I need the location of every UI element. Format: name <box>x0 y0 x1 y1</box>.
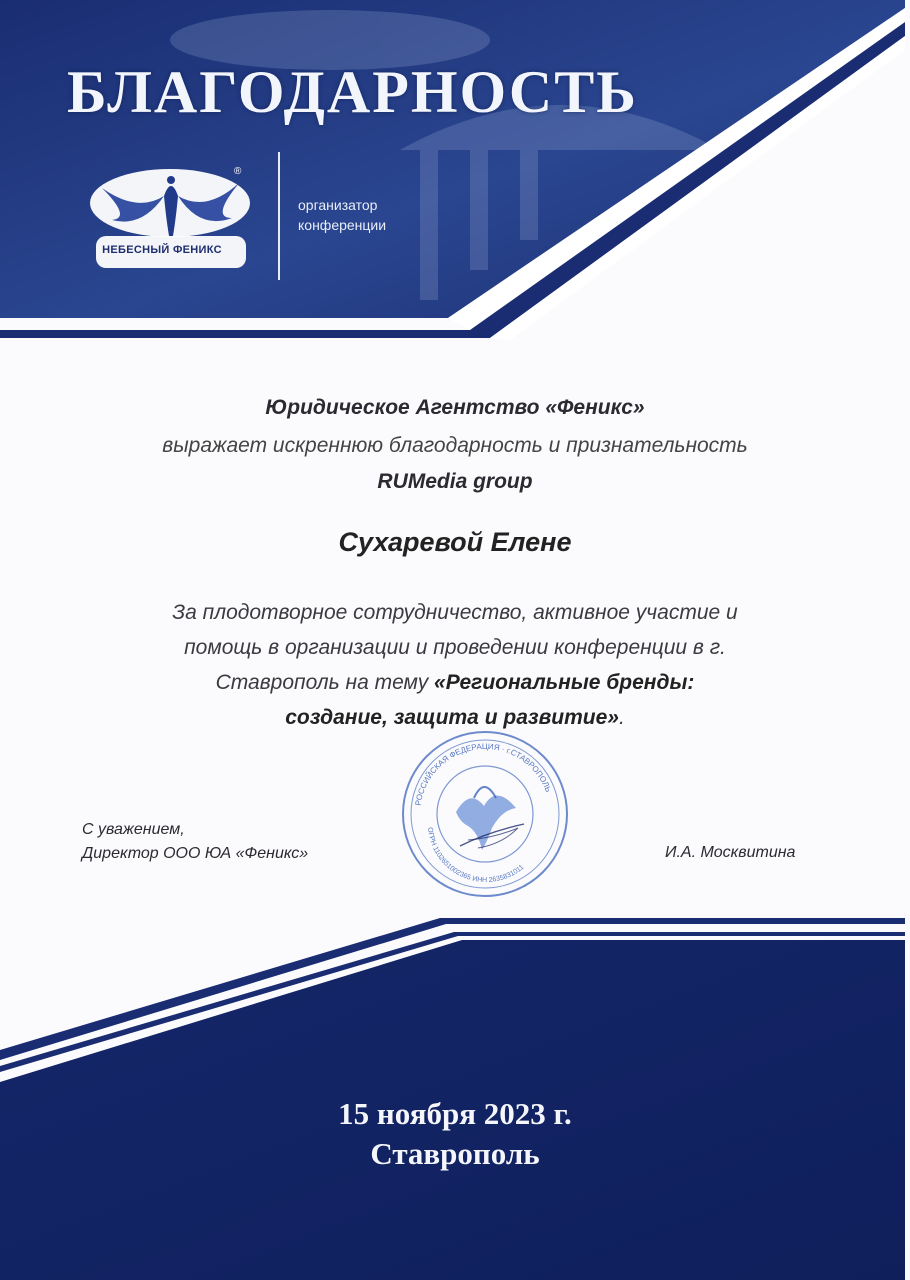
certificate-title: БЛАГОДАРНОСТЬ <box>67 59 638 125</box>
regards-block: С уважением, Директор ООО ЮА «Феникс» <box>82 821 309 862</box>
seal-bottom-text: ОГРН 1102651002365 ИНН 2635831011 <box>426 827 526 885</box>
reason-text <box>40 595 870 735</box>
issuer: Юридическое Агентство «Феникс» <box>265 396 645 419</box>
reason-line-1: За плодотворное сотрудничество, активное участие и <box>172 601 738 624</box>
seal-top-text: РОССИЙСКАЯ ФЕДЕРАЦИЯ · г.СТАВРОПОЛЬ <box>413 741 553 807</box>
reason-end: . <box>618 706 625 729</box>
recipient-name: Сухаревой Елене <box>338 527 572 557</box>
phoenix-seal-icon <box>398 728 573 900</box>
reason-line-2: помощь в организации и проведении конференции в г. <box>184 636 726 659</box>
reason-topic-1: «Региональные бренды: <box>434 671 695 694</box>
registered-mark: ® <box>234 166 242 177</box>
signer-name: И.А. Москвитина <box>665 844 796 861</box>
issue-city: Ставрополь <box>370 1136 540 1171</box>
svg-text:РОССИЙСКАЯ ФЕДЕРАЦИЯ · г.СТАВР <box>414 742 553 806</box>
organizer-role: организатор конференции <box>298 197 387 233</box>
reason-line-3: Ставрополь на тему <box>215 671 435 694</box>
svg-text:ОГРН 1102651002365 ИНН 2635831 <box>426 827 525 884</box>
logo-caption: НЕБЕСНЫЙ ФЕНИКС <box>102 244 222 256</box>
company-name: RUMedia group <box>377 470 533 493</box>
logo-divider <box>278 152 280 280</box>
gratitude-line: выражает искреннюю благодарность и признательность <box>162 434 748 457</box>
reason-topic-2: создание, защита и развитие» <box>285 706 619 729</box>
date-block <box>0 1094 910 1174</box>
issue-date: 15 ноября 2023 г. <box>338 1096 572 1131</box>
